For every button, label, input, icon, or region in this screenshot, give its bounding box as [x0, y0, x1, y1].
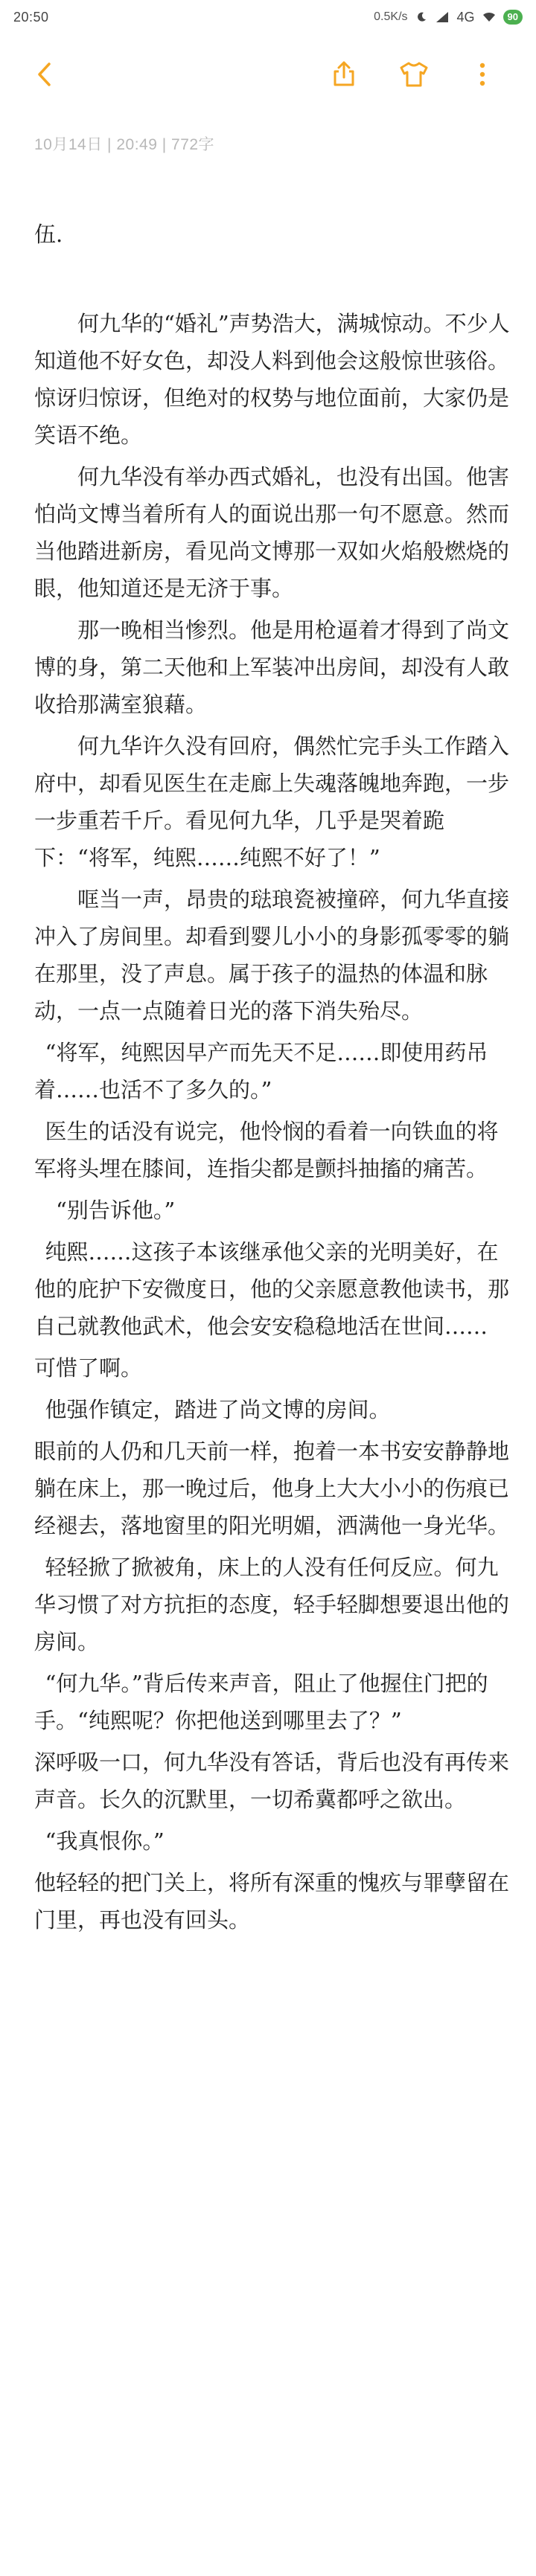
- note-body[interactable]: [34, 216, 511, 1943]
- status-bar: [0, 0, 536, 34]
- paragraph: “将军，纯熙因早产而先天不足……即使用药吊着……也活不了多久的。”: [34, 1040, 488, 1102]
- back-button[interactable]: [27, 58, 63, 94]
- paragraph: 眼前的人仍和几天前一样，抱着一本书安安静静地躺在床上，那一晚过后，他身上大大小小的伤痕已经褪去，落地窗里的阳光明媚，洒满他一身光华。: [34, 1439, 510, 1538]
- share-button[interactable]: [326, 58, 362, 94]
- paragraph: 轻轻掀了掀被角，床上的人没有任何反应。何九华习惯了对方抗拒的态度，轻手轻脚想要退出他的房间。: [34, 1555, 510, 1654]
- share-icon: [329, 60, 359, 92]
- paragraph: 哐当一声，昂贵的琺琅瓷被撞碎，何九华直接冲入了房间里。却看到婴儿小小的身影孤零零的躺在那里，没了声息。属于孩子的温热的体温和脉动，一点一点随着日光的落下消失殆尽。: [34, 887, 510, 1024]
- paragraph: 医生的话没有说完，他怜悯的看着一向铁血的将军将头埋在膝间，连指尖都是颤抖抽搐的痛苦。: [34, 1119, 499, 1181]
- wifi-icon: [482, 11, 496, 23]
- moon-icon: [415, 11, 427, 23]
- net-speed: 0.5K/s: [374, 10, 408, 23]
- paragraph: 那一晚相当惨烈。他是用枪逼着才得到了尚文博的身，第二天他和上军装冲出房间，却没有人敢收拾那满室狼藉。: [34, 617, 510, 717]
- more-vertical-icon: [478, 61, 487, 91]
- paragraph: 深呼吸一口，何九华没有答话，背后也没有再传来声音。长久的沉默里，一切希冀都呼之欲出。: [34, 1750, 510, 1812]
- more-button[interactable]: [465, 58, 500, 94]
- paragraph: 何九华的“婚礼”声势浩大，满城惊动。不少人知道他不好女色，却没人料到他会这般惊世骇俗。惊讶归惊讶，但绝对的权势与地位面前，大家仍是笑语不绝。: [34, 311, 510, 448]
- status-time: 20:50: [13, 9, 49, 25]
- paragraph: “何九华。”背后传来声音，阻止了他握住门把的手。“纯熙呢？你把他送到哪里去了？”: [34, 1671, 488, 1733]
- note-meta: 10月14日 | 20:49 | 772字: [34, 136, 215, 153]
- paragraph: 何九华许久没有回府，偶然忙完手头工作踏入府中，却看见医生在走廊上失魂落魄地奔跑，一步一步重若千斤。看见何九华，几乎是哭着跪下：“将军，纯熙……纯熙不好了！”: [34, 733, 510, 870]
- battery-icon: 90: [503, 10, 523, 25]
- status-right-group: [374, 10, 523, 25]
- chevron-left-icon: [34, 61, 55, 91]
- paragraph: 纯熙……这孩子本该继承他父亲的光明美好，在他的庇护下安微度日，他的父亲愿意教他读书，那自己就教他武术，他会安安稳稳地活在世间……: [34, 1239, 510, 1339]
- tshirt-icon: [398, 60, 430, 92]
- theme-button[interactable]: [396, 58, 432, 94]
- paragraph: “别告诉他。”: [56, 1198, 176, 1223]
- note-toolbar: [0, 45, 536, 107]
- paragraph: 他轻轻的把门关上，将所有深重的愧疚与罪孽留在门里，再也没有回头。: [34, 1870, 510, 1933]
- network-type: 4G: [456, 9, 475, 25]
- paragraph: 可惜了啊。: [34, 1355, 143, 1381]
- note-heading: 伍.: [34, 222, 63, 247]
- paragraph: 何九华没有举办西式婚礼，也没有出国。他害怕尚文博当着所有人的面说出那一句不愿意。然而当他踏进新房，看见尚文博那一双如火焰般燃烧的眼，他知道还是无济于事。: [34, 464, 510, 601]
- paragraph: 他强作镇定，踏进了尚文博的房间。: [45, 1397, 391, 1422]
- signal-icon: [435, 11, 450, 23]
- paragraph: “我真恨你。”: [45, 1828, 165, 1854]
